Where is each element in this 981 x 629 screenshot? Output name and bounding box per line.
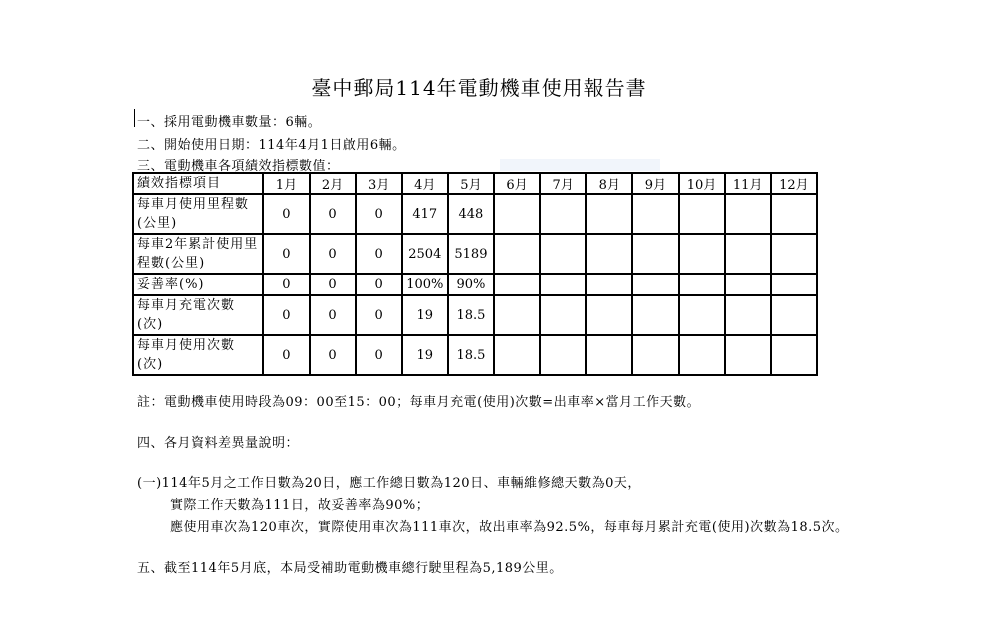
table-cell: [679, 335, 725, 375]
table-cell: 19: [402, 295, 448, 335]
header-cell: 10月: [679, 173, 725, 194]
table-cell: 0: [356, 194, 402, 234]
table-cell: [586, 274, 632, 295]
table-cell: [725, 194, 771, 234]
row-label: 每車月充電次數(次): [133, 295, 263, 335]
table-cell: [540, 295, 586, 335]
section-1-vehicle-count: 一、採用電動機車數量：6輛。: [137, 115, 322, 130]
section-2-start-date: 二、開始使用日期：114年4月1日啟用6輛。: [137, 138, 406, 153]
header-cell: 4月: [402, 173, 448, 194]
table-cell: [494, 194, 540, 234]
table-cell: [494, 295, 540, 335]
table-cell: [679, 194, 725, 234]
page-title: 臺中郵局114年電動機車使用報告書: [311, 76, 647, 100]
table-cell: 417: [402, 194, 448, 234]
table-cell: [494, 234, 540, 274]
table-cell: 90%: [448, 274, 494, 295]
table-cell: 0: [310, 335, 356, 375]
table-header-row: [133, 173, 817, 194]
table-cell: [586, 335, 632, 375]
header-cell: 1月: [263, 173, 309, 194]
row-label: 每車2年累計使用里程數(公里): [133, 234, 263, 274]
header-cell: 績效指標項目: [133, 173, 263, 194]
table-cell: [586, 194, 632, 234]
table-cell: [540, 234, 586, 274]
table-cell: [725, 274, 771, 295]
table-cell: 0: [263, 274, 309, 295]
table-cell: [540, 194, 586, 234]
table-cell: [494, 274, 540, 295]
header-cell: 5月: [448, 173, 494, 194]
table-cell: 0: [263, 234, 309, 274]
table-cell: 100%: [402, 274, 448, 295]
table-cell: [632, 274, 678, 295]
table-cell: 0: [310, 295, 356, 335]
table-cell: [725, 335, 771, 375]
section-3-heading: 三、電動機車各項績效指標數值：: [137, 159, 340, 174]
table-row: [133, 335, 817, 375]
table-cell: [771, 234, 817, 274]
table-cell: [679, 274, 725, 295]
table-cell: [725, 295, 771, 335]
text-cursor: [134, 109, 135, 127]
table-cell: [632, 194, 678, 234]
table-cell: [679, 234, 725, 274]
row-label: 每車月使用次數(次): [133, 335, 263, 375]
table-row: [133, 295, 817, 335]
table-cell: 0: [263, 335, 309, 375]
header-cell: 6月: [494, 173, 540, 194]
table-cell: 0: [263, 295, 309, 335]
table-cell: 0: [356, 274, 402, 295]
table-cell: 0: [310, 194, 356, 234]
table-cell: [725, 234, 771, 274]
table-cell: 0: [310, 274, 356, 295]
faint-highlight: [500, 159, 660, 171]
table-cell: 0: [310, 234, 356, 274]
table-cell: 0: [356, 234, 402, 274]
section-4-item-1-line-2: 實際工作天數為111日，故妥善率為90%；: [170, 498, 430, 513]
table-cell: 19: [402, 335, 448, 375]
table-cell: 0: [356, 335, 402, 375]
table-row: [133, 274, 817, 295]
table-cell: 5189: [448, 234, 494, 274]
table-cell: [632, 234, 678, 274]
table-cell: 2504: [402, 234, 448, 274]
table-row: [133, 194, 817, 234]
table-row: [133, 234, 817, 274]
section-4-heading: 四、各月資料差異量說明：: [137, 436, 300, 451]
table-cell: 0: [263, 194, 309, 234]
table-cell: [632, 295, 678, 335]
header-cell: 8月: [586, 173, 632, 194]
section-5-total-mileage: 五、截至114年5月底，本局受補助電動機車總行駛里程為5,189公里。: [137, 561, 563, 576]
table-cell: [632, 335, 678, 375]
table-cell: [494, 335, 540, 375]
table-cell: [771, 335, 817, 375]
table-cell: [771, 274, 817, 295]
section-4-item-1-line-3: 應使用車次為120車次，實際使用車次為111車次，故出車率為92.5%，每車每月累計充電(使用)次數為18.5次。: [170, 520, 849, 535]
table-cell: 448: [448, 194, 494, 234]
header-cell: 12月: [771, 173, 817, 194]
header-cell: 3月: [356, 173, 402, 194]
row-label: 每車月使用里程數(公里): [133, 194, 263, 234]
row-label: 妥善率(%): [133, 274, 263, 295]
table-cell: [586, 295, 632, 335]
table-cell: [679, 295, 725, 335]
table-cell: [540, 335, 586, 375]
table-cell: 18.5: [448, 335, 494, 375]
table-cell: [771, 295, 817, 335]
header-cell: 9月: [632, 173, 678, 194]
kpi-table: [132, 172, 818, 376]
table-cell: 18.5: [448, 295, 494, 335]
section-4-item-1-line-1: (一)114年5月之工作日數為20日，應工作總日數為120日、車輛維修總天數為0天，: [137, 476, 641, 491]
table-note: 註：電動機車使用時段為09：00至15：00；每車月充電(使用)次數=出車率×當月工作天數。: [137, 395, 701, 410]
header-cell: 11月: [725, 173, 771, 194]
header-cell: 7月: [540, 173, 586, 194]
table-cell: [586, 234, 632, 274]
table-cell: 0: [356, 295, 402, 335]
table-cell: [771, 194, 817, 234]
table-cell: [540, 274, 586, 295]
header-cell: 2月: [310, 173, 356, 194]
